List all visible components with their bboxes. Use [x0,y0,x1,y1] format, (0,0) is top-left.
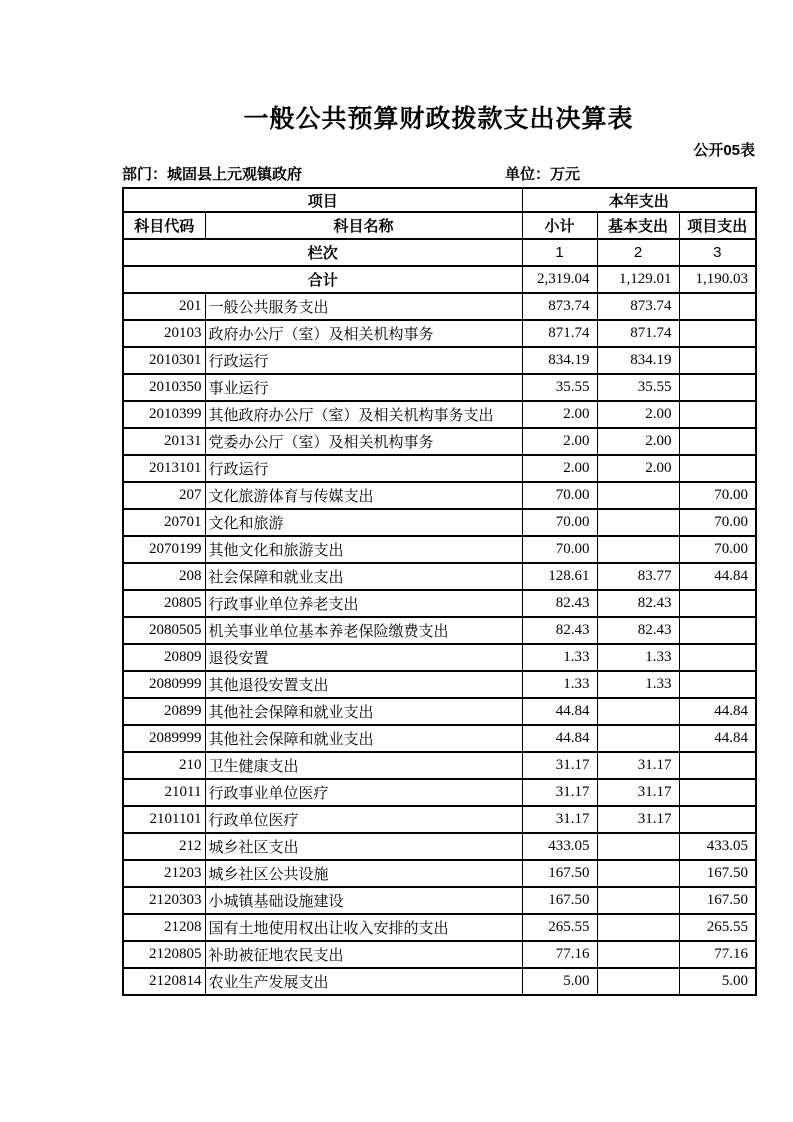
table-row [123,374,756,401]
cell-basic-value [597,887,679,914]
table-row [123,779,756,806]
cell-subject-code: 2070199 [123,536,205,563]
cell-project-value [679,779,756,806]
table-row [123,914,756,941]
cell-subject-code: 2101101 [123,806,205,833]
cell-project-value: 44.84 [679,698,756,725]
cell-subtotal-value: 77.16 [522,941,597,968]
table-row [123,482,756,509]
cell-project-value: 70.00 [679,509,756,536]
cell-subject-code: 2010301 [123,347,205,374]
cell-subtotal-value: 44.84 [522,725,597,752]
cell-basic-value: 873.74 [597,293,679,320]
table-row [123,833,756,860]
cell-subtotal-value: 265.55 [522,914,597,941]
header-subject-code: 科目代码 [123,212,205,239]
cell-basic-value: 31.17 [597,752,679,779]
cell-subject-name: 行政运行 [205,347,522,374]
cell-subtotal-value: 128.61 [522,563,597,590]
meta-row [122,164,755,185]
cell-project-value [679,455,756,482]
cell-project-value [679,320,756,347]
cell-project-value: 44.84 [679,725,756,752]
total-row [123,266,756,293]
cell-basic-value [597,941,679,968]
cell-basic-value [597,482,679,509]
table-row [123,806,756,833]
table-row [123,725,756,752]
cell-subject-name: 政府办公厅（室）及相关机构事务 [205,320,522,347]
cell-subject-name: 事业运行 [205,374,522,401]
header-subject-name: 科目名称 [205,212,522,239]
header-row-columns [123,212,756,239]
cell-subtotal-value: 31.17 [522,752,597,779]
table-row [123,752,756,779]
cell-subject-code: 2120814 [123,968,205,995]
cell-subject-name: 补助被征地农民支出 [205,941,522,968]
cell-basic-value [597,509,679,536]
cell-basic-value: 31.17 [597,779,679,806]
cell-subject-code: 20701 [123,509,205,536]
cell-subject-code: 2089999 [123,725,205,752]
cell-subject-code: 2010399 [123,401,205,428]
header-project-group: 项目 [123,188,522,212]
cell-basic-value: 834.19 [597,347,679,374]
total-label: 合计 [123,266,522,293]
column-index-row [123,239,756,266]
cell-subject-name: 其他政府办公厅（室）及相关机构事务支出 [205,401,522,428]
table-row [123,509,756,536]
expenditure-table [122,187,757,996]
cell-subtotal-value: 433.05 [522,833,597,860]
unit-label: 单位：万元 [505,166,581,183]
cell-subtotal-value: 167.50 [522,860,597,887]
column-index-label: 栏次 [123,239,522,266]
cell-subject-name: 行政事业单位养老支出 [205,590,522,617]
cell-project-value: 433.05 [679,833,756,860]
table-row [123,428,756,455]
cell-subject-name: 其他社会保障和就业支出 [205,698,522,725]
table-row [123,347,756,374]
cell-basic-value: 1.33 [597,644,679,671]
table-row [123,401,756,428]
cell-subtotal-value: 82.43 [522,617,597,644]
cell-subject-name: 其他文化和旅游支出 [205,536,522,563]
cell-subject-code: 20809 [123,644,205,671]
cell-basic-value: 82.43 [597,617,679,644]
header-current-year-group: 本年支出 [522,188,756,212]
table-row [123,536,756,563]
header-project-expenditure: 项目支出 [679,212,756,239]
total-subtotal-value: 2,319.04 [522,266,597,293]
cell-basic-value [597,860,679,887]
cell-subject-code: 2080505 [123,617,205,644]
cell-subject-code: 20899 [123,698,205,725]
cell-project-value [679,806,756,833]
cell-subtotal-value: 2.00 [522,428,597,455]
cell-subject-code: 2120805 [123,941,205,968]
table-row [123,644,756,671]
cell-project-value [679,293,756,320]
cell-project-value [679,644,756,671]
cell-subject-code: 201 [123,293,205,320]
cell-basic-value: 2.00 [597,401,679,428]
cell-subject-name: 国有土地使用权出让收入安排的支出 [205,914,522,941]
cell-subject-code: 21208 [123,914,205,941]
table-row [123,887,756,914]
cell-basic-value: 35.55 [597,374,679,401]
cell-basic-value: 83.77 [597,563,679,590]
cell-project-value: 265.55 [679,914,756,941]
cell-subject-code: 2120303 [123,887,205,914]
cell-subject-name: 小城镇基础设施建设 [205,887,522,914]
cell-subtotal-value: 1.33 [522,644,597,671]
cell-basic-value [597,833,679,860]
table-row [123,860,756,887]
cell-project-value: 77.16 [679,941,756,968]
cell-subject-code: 208 [123,563,205,590]
cell-project-value [679,590,756,617]
cell-project-value: 5.00 [679,968,756,995]
cell-subtotal-value: 167.50 [522,887,597,914]
cell-basic-value [597,698,679,725]
cell-project-value: 167.50 [679,860,756,887]
cell-subject-code: 207 [123,482,205,509]
cell-subject-name: 一般公共服务支出 [205,293,522,320]
page-title: 一般公共预算财政拨款支出决算表 [243,105,634,133]
column-number-1: 1 [522,239,597,266]
cell-subject-code: 212 [123,833,205,860]
cell-subtotal-value: 70.00 [522,509,597,536]
cell-subtotal-value: 2.00 [522,401,597,428]
cell-project-value [679,617,756,644]
cell-project-value [679,752,756,779]
cell-subject-name: 其他社会保障和就业支出 [205,725,522,752]
cell-project-value [679,401,756,428]
cell-subject-name: 退役安置 [205,644,522,671]
table-row [123,698,756,725]
cell-subject-name: 行政单位医疗 [205,806,522,833]
cell-project-value: 70.00 [679,536,756,563]
cell-subtotal-value: 871.74 [522,320,597,347]
cell-project-value [679,671,756,698]
cell-subtotal-value: 5.00 [522,968,597,995]
cell-subject-name: 卫生健康支出 [205,752,522,779]
cell-basic-value: 2.00 [597,428,679,455]
cell-subtotal-value: 2.00 [522,455,597,482]
cell-subject-code: 2080999 [123,671,205,698]
cell-subject-name: 行政运行 [205,455,522,482]
cell-subject-name: 文化和旅游 [205,509,522,536]
cell-subject-code: 20103 [123,320,205,347]
cell-subject-code: 210 [123,752,205,779]
cell-subject-name: 城乡社区支出 [205,833,522,860]
cell-subject-name: 文化旅游体育与传媒支出 [205,482,522,509]
table-number-label: 公开05表 [693,142,755,159]
cell-basic-value: 82.43 [597,590,679,617]
table-row [123,968,756,995]
department-label: 部门：城固县上元观镇政府 [122,166,303,183]
cell-subject-code: 2010350 [123,374,205,401]
cell-basic-value [597,725,679,752]
cell-subject-code: 20131 [123,428,205,455]
cell-project-value: 70.00 [679,482,756,509]
table-row [123,455,756,482]
cell-subtotal-value: 834.19 [522,347,597,374]
cell-basic-value: 2.00 [597,455,679,482]
cell-project-value: 44.84 [679,563,756,590]
table-row [123,320,756,347]
cell-subtotal-value: 873.74 [522,293,597,320]
cell-subject-code: 21011 [123,779,205,806]
cell-basic-value: 31.17 [597,806,679,833]
cell-project-value [679,374,756,401]
table-row [123,293,756,320]
cell-subtotal-value: 31.17 [522,806,597,833]
cell-project-value [679,428,756,455]
cell-subtotal-value: 35.55 [522,374,597,401]
total-project-value: 1,190.03 [679,266,756,293]
cell-subject-name: 社会保障和就业支出 [205,563,522,590]
table-row [123,590,756,617]
header-subtotal: 小计 [522,212,597,239]
table-row [123,617,756,644]
total-basic-value: 1,129.01 [597,266,679,293]
header-basic-expenditure: 基本支出 [597,212,679,239]
cell-basic-value [597,914,679,941]
table-row [123,563,756,590]
cell-subject-name: 其他退役安置支出 [205,671,522,698]
cell-subject-name: 农业生产发展支出 [205,968,522,995]
cell-subject-name: 党委办公厅（室）及相关机构事务 [205,428,522,455]
cell-subject-name: 行政事业单位医疗 [205,779,522,806]
header-row-groups [123,188,756,212]
cell-subject-code: 2013101 [123,455,205,482]
column-number-2: 2 [597,239,679,266]
cell-subtotal-value: 82.43 [522,590,597,617]
cell-subject-code: 21203 [123,860,205,887]
column-number-3: 3 [679,239,756,266]
cell-basic-value [597,536,679,563]
cell-project-value [679,347,756,374]
table-row [123,671,756,698]
cell-subtotal-value: 1.33 [522,671,597,698]
table-body [123,293,756,995]
cell-basic-value [597,968,679,995]
table-row [123,941,756,968]
cell-subject-name: 城乡社区公共设施 [205,860,522,887]
cell-subject-code: 20805 [123,590,205,617]
cell-basic-value: 1.33 [597,671,679,698]
cell-subject-name: 机关事业单位基本养老保险缴费支出 [205,617,522,644]
cell-subtotal-value: 70.00 [522,536,597,563]
cell-subtotal-value: 44.84 [522,698,597,725]
cell-subtotal-value: 70.00 [522,482,597,509]
cell-basic-value: 871.74 [597,320,679,347]
cell-subtotal-value: 31.17 [522,779,597,806]
cell-project-value: 167.50 [679,887,756,914]
